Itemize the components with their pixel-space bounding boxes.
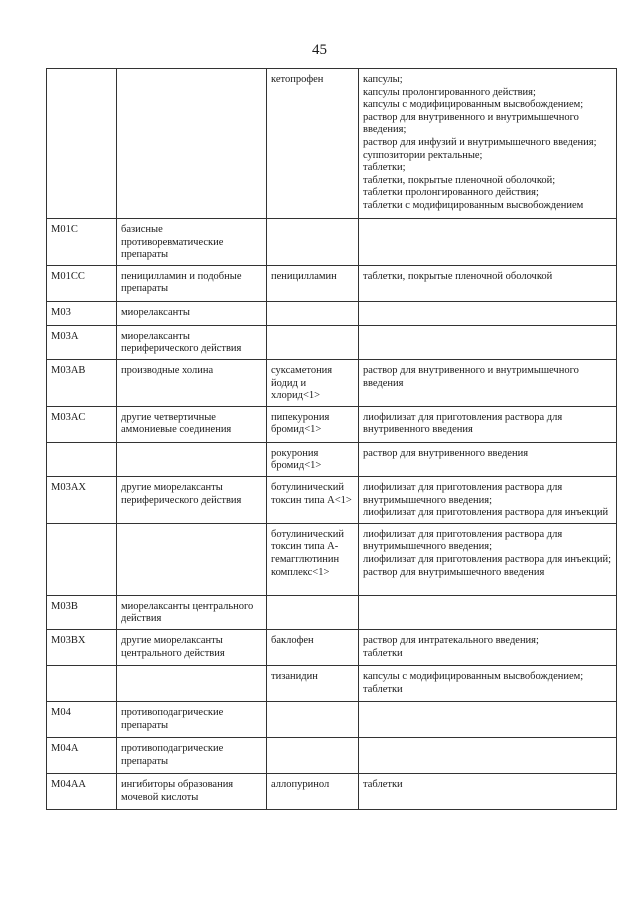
group-name-cell	[117, 523, 267, 595]
table-row	[47, 69, 617, 219]
table-row	[47, 737, 617, 773]
table-row	[47, 476, 617, 523]
atc-code-cell: M03AB	[47, 359, 117, 406]
page-number: 45	[312, 42, 327, 58]
atc-code-cell: M04A	[47, 737, 117, 773]
dosage-forms-cell: раствор для внутривенного введения	[359, 442, 617, 476]
dosage-forms-cell: лиофилизат для приготовления раствора для внутривенного введения	[359, 406, 617, 442]
atc-code-cell: M03AC	[47, 406, 117, 442]
group-name-cell: противоподагрические препараты	[117, 737, 267, 773]
drug-name-cell: ботулинический токсин типа A<1>	[267, 476, 359, 523]
dosage-forms-cell: таблетки, покрытые пленочной оболочкой	[359, 265, 617, 301]
atc-code-cell	[47, 442, 117, 476]
table-row	[47, 442, 617, 476]
atc-code-cell: M01C	[47, 219, 117, 266]
group-name-cell: базисные противоревматические препараты	[117, 219, 267, 266]
atc-code-cell	[47, 69, 117, 219]
table-row	[47, 773, 617, 809]
dosage-forms-cell: лиофилизат для приготовления раствора для внутримышечного введения; лиофилизат для приготовления раствора для инъекций; раствор для внутримышечного введения	[359, 523, 617, 595]
drug-name-cell: ботулинический токсин типа A- гемагглютинин комплекс<1>	[267, 523, 359, 595]
atc-code-cell: M04	[47, 701, 117, 737]
drug-name-cell: баклофен	[267, 629, 359, 665]
dosage-forms-cell	[359, 301, 617, 325]
drug-name-cell	[267, 595, 359, 629]
table-row	[47, 629, 617, 665]
table-row	[47, 406, 617, 442]
dosage-forms-cell: капсулы; капсулы пролонгированного действия; капсулы с модифицированным высвобождением; раствор для внутривенного и внутримышечного введения; раствор для инфузий и внутримышечного введения; суппозитории ректальные; таблетки; таблетки, покрытые пленочной оболочкой; таблетки пролонгированного действия; таблетки с модифицированным высвобождением	[359, 69, 617, 219]
atc-code-cell	[47, 523, 117, 595]
drug-name-cell: суксаметония йодид и хлорид<1>	[267, 359, 359, 406]
group-name-cell: другие миорелаксанты периферического действия	[117, 476, 267, 523]
dosage-forms-cell	[359, 595, 617, 629]
table-row	[47, 595, 617, 629]
dosage-forms-cell	[359, 219, 617, 266]
drug-classification-table	[46, 68, 617, 810]
table-row	[47, 665, 617, 701]
table-row	[47, 701, 617, 737]
group-name-cell: миорелаксанты периферического действия	[117, 325, 267, 359]
dosage-forms-cell: таблетки	[359, 773, 617, 809]
table-row	[47, 265, 617, 301]
atc-code-cell: M03AX	[47, 476, 117, 523]
group-name-cell: миорелаксанты	[117, 301, 267, 325]
drug-name-cell: кетопрофен	[267, 69, 359, 219]
drug-name-cell	[267, 737, 359, 773]
drug-name-cell	[267, 701, 359, 737]
table-row	[47, 301, 617, 325]
atc-code-cell: M03	[47, 301, 117, 325]
table-row	[47, 523, 617, 595]
dosage-forms-cell	[359, 701, 617, 737]
atc-code-cell: M03BX	[47, 629, 117, 665]
drug-name-cell: аллопуринол	[267, 773, 359, 809]
drug-name-cell: пеницилламин	[267, 265, 359, 301]
group-name-cell	[117, 442, 267, 476]
drug-name-cell	[267, 325, 359, 359]
atc-code-cell: M03A	[47, 325, 117, 359]
group-name-cell: миорелаксанты центрального действия	[117, 595, 267, 629]
group-name-cell: производные холина	[117, 359, 267, 406]
group-name-cell: другие четвертичные аммониевые соединения	[117, 406, 267, 442]
group-name-cell: другие миорелаксанты центрального действия	[117, 629, 267, 665]
dosage-forms-cell: раствор для интратекального введения; таблетки	[359, 629, 617, 665]
dosage-forms-cell: капсулы с модифицированным высвобождением; таблетки	[359, 665, 617, 701]
group-name-cell: пеницилламин и подобные препараты	[117, 265, 267, 301]
dosage-forms-cell	[359, 325, 617, 359]
group-name-cell	[117, 69, 267, 219]
drug-name-cell	[267, 219, 359, 266]
atc-code-cell: M03B	[47, 595, 117, 629]
atc-code-cell	[47, 665, 117, 701]
group-name-cell: ингибиторы образования мочевой кислоты	[117, 773, 267, 809]
drug-name-cell: рокурония бромид<1>	[267, 442, 359, 476]
group-name-cell: противоподагрические препараты	[117, 701, 267, 737]
dosage-forms-cell: лиофилизат для приготовления раствора для внутримышечного введения; лиофилизат для приготовления раствора для инъекций	[359, 476, 617, 523]
table-row	[47, 325, 617, 359]
drug-name-cell	[267, 301, 359, 325]
table-row	[47, 219, 617, 266]
drug-name-cell: пипекурония бромид<1>	[267, 406, 359, 442]
drug-name-cell: тизанидин	[267, 665, 359, 701]
atc-code-cell: M01CC	[47, 265, 117, 301]
group-name-cell	[117, 665, 267, 701]
table-row	[47, 359, 617, 406]
dosage-forms-cell	[359, 737, 617, 773]
dosage-forms-cell: раствор для внутривенного и внутримышечного введения	[359, 359, 617, 406]
atc-code-cell: M04AA	[47, 773, 117, 809]
